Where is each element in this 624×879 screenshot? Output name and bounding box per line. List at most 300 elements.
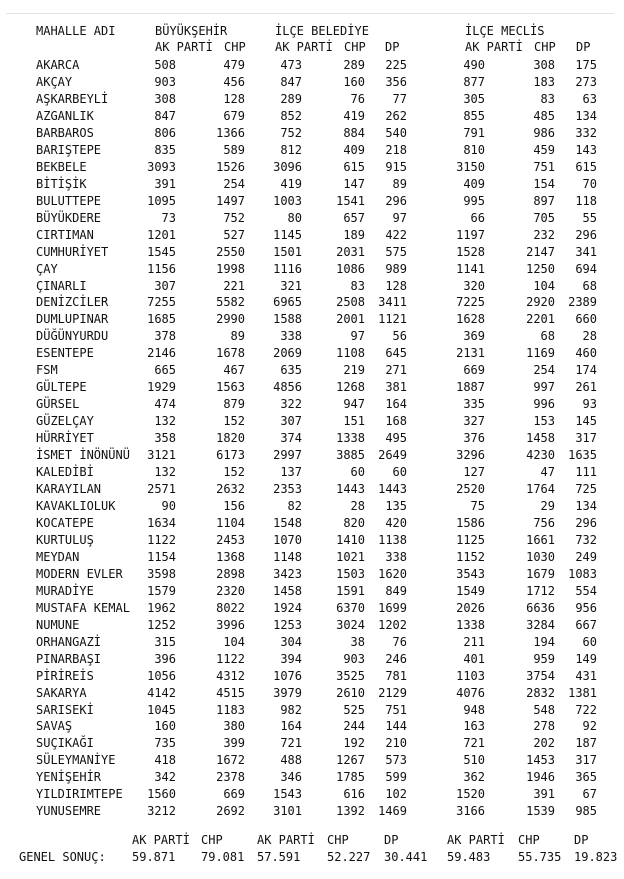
vote-count-i-chp: 2031: [336, 244, 365, 259]
vote-count-b-ak: 735: [154, 736, 176, 751]
table-row: [0, 279, 624, 296]
vote-count-m-chp: 1169: [526, 346, 555, 361]
vote-count-b-ak: 73: [161, 210, 176, 225]
vote-count-i-chp: 1503: [336, 566, 365, 581]
vote-count-m-ak: 1141: [456, 261, 485, 276]
table-row: [0, 211, 624, 228]
vote-count-i-dp: 495: [385, 431, 407, 446]
vote-count-m-ak: 1528: [456, 244, 485, 259]
vote-count-b-chp: 1563: [216, 380, 245, 395]
vote-count-m-dp: 174: [575, 363, 597, 378]
vote-count-i-dp: 1138: [378, 532, 407, 547]
vote-count-i-ak: 721: [280, 736, 302, 751]
vote-count-b-chp: 221: [223, 278, 245, 293]
vote-count-b-ak: 378: [154, 329, 176, 344]
vote-count-i-ak: 847: [280, 75, 302, 89]
vote-count-i-dp: 271: [385, 363, 407, 378]
vote-count-i-chp: 1108: [336, 346, 365, 361]
vote-count-m-ak: 3166: [456, 804, 485, 819]
vote-count-b-ak: 1929: [147, 380, 176, 395]
vote-count-m-dp: 722: [575, 702, 597, 717]
i-chp-header: CHP: [344, 40, 366, 54]
table-row: [0, 92, 624, 109]
vote-count-i-ak: 394: [280, 651, 302, 666]
mahalle-name: SAKARYA: [36, 685, 87, 700]
vote-count-m-dp: 660: [575, 312, 597, 327]
vote-count-b-ak: 2571: [147, 482, 176, 496]
table-row: [0, 550, 624, 567]
table-row: [0, 770, 624, 787]
vote-count-m-chp: 254: [533, 363, 555, 378]
table-row: [0, 75, 624, 92]
vote-count-i-chp: 38: [350, 634, 365, 649]
vote-count-m-chp: 2920: [526, 295, 555, 310]
vote-count-i-ak: 2069: [273, 346, 302, 361]
table-row: [0, 448, 624, 465]
vote-count-b-ak: 160: [154, 719, 176, 734]
vote-count-i-ak: 1003: [273, 193, 302, 208]
vote-count-m-dp: 249: [575, 549, 597, 564]
mahalle-name: SÜLEYMANİYE: [36, 753, 116, 768]
vote-count-m-chp: 29: [540, 499, 555, 513]
vote-count-m-chp: 202: [533, 736, 555, 751]
vote-count-i-chp: 76: [350, 91, 365, 106]
vote-count-b-ak: 1056: [147, 668, 176, 683]
table-row: [0, 177, 624, 194]
vote-count-b-ak: 342: [154, 770, 176, 785]
vote-count-i-dp: 296: [385, 193, 407, 208]
vote-count-i-dp: 1620: [378, 566, 407, 581]
vote-count-m-chp: 104: [533, 278, 555, 293]
vote-count-i-ak: 1548: [273, 515, 302, 530]
vote-count-i-dp: 781: [385, 668, 407, 683]
vote-count-i-ak: 3101: [273, 804, 302, 819]
vote-count-m-ak: 490: [463, 58, 485, 72]
vote-count-i-chp: 1086: [336, 261, 365, 276]
table-row: [0, 635, 624, 652]
vote-count-i-chp: 1268: [336, 380, 365, 395]
vote-count-m-ak: 948: [463, 702, 485, 717]
mahalle-name: MUSTAFA KEMAL: [36, 600, 130, 615]
vote-count-b-chp: 380: [223, 719, 245, 734]
table-row: [0, 295, 624, 312]
table-row: [0, 346, 624, 363]
vote-count-m-dp: 70: [582, 176, 597, 191]
mahalle-name: AKÇAY: [36, 75, 73, 89]
vote-count-m-chp: 308: [533, 58, 555, 72]
mahalle-name: SAVAŞ: [36, 719, 73, 734]
genel-m-ak-header: AK PARTİ: [447, 833, 505, 847]
vote-count-i-chp: 60: [350, 465, 365, 479]
vote-count-m-dp: 615: [575, 159, 597, 174]
vote-count-m-dp: 1381: [568, 685, 597, 700]
vote-count-i-dp: 1121: [378, 312, 407, 327]
vote-count-i-dp: 2129: [378, 685, 407, 700]
vote-count-m-ak: 2131: [456, 346, 485, 361]
mahalle-name: DUMLUPINAR: [36, 312, 109, 327]
genel-sonuc-label: GENEL SONUÇ:: [19, 850, 106, 864]
vote-count-m-chp: 756: [533, 515, 555, 530]
vote-count-b-ak: 132: [154, 465, 176, 479]
vote-count-i-ak: 1076: [273, 668, 302, 683]
buyuksehir-group-title: BÜYÜKŞEHİR: [155, 24, 228, 38]
vote-count-i-chp: 615: [343, 159, 365, 174]
vote-count-i-dp: 164: [385, 397, 407, 412]
vote-count-m-ak: 3543: [456, 566, 485, 581]
vote-count-i-ak: 321: [280, 278, 302, 293]
vote-count-i-dp: 60: [392, 465, 407, 479]
vote-count-b-ak: 3121: [147, 448, 176, 463]
vote-count-i-dp: 246: [385, 651, 407, 666]
vote-count-b-ak: 391: [154, 176, 176, 191]
vote-count-i-chp: 1338: [336, 431, 365, 446]
vote-count-m-ak: 995: [463, 193, 485, 208]
vote-count-m-dp: 985: [575, 804, 597, 819]
vote-count-m-ak: 1338: [456, 617, 485, 632]
vote-count-m-chp: 183: [533, 75, 555, 89]
table-row: [0, 482, 624, 499]
vote-count-m-ak: 1887: [456, 380, 485, 395]
vote-count-b-chp: 104: [223, 634, 245, 649]
vote-count-i-chp: 2610: [336, 685, 365, 700]
vote-count-m-dp: 261: [575, 380, 597, 395]
mahalle-name: YUNUSEMRE: [36, 804, 102, 819]
mahalle-name: BARIŞTEPE: [36, 142, 102, 157]
table-row: [0, 804, 624, 821]
vote-count-i-dp: 225: [385, 58, 407, 72]
vote-count-m-dp: 55: [582, 210, 597, 225]
vote-count-m-ak: 3296: [456, 448, 485, 463]
mahalle-name: KURTULUŞ: [36, 532, 94, 547]
vote-count-m-ak: 335: [463, 397, 485, 412]
mahalle-name: DÜĞÜNYURDU: [36, 329, 109, 344]
table-row: [0, 499, 624, 516]
vote-count-b-chp: 4515: [216, 685, 245, 700]
vote-count-b-ak: 806: [154, 125, 176, 140]
vote-count-i-ak: 304: [280, 634, 302, 649]
vote-count-i-dp: 849: [385, 583, 407, 598]
vote-count-m-chp: 154: [533, 176, 555, 191]
vote-count-m-dp: 956: [575, 600, 597, 615]
vote-count-i-chp: 1591: [336, 583, 365, 598]
vote-count-i-chp: 820: [343, 515, 365, 530]
vote-count-i-ak: 852: [280, 108, 302, 123]
vote-count-m-dp: 296: [575, 227, 597, 242]
genel-b-chp-value: 79.081: [201, 850, 245, 864]
table-row: [0, 414, 624, 431]
vote-count-b-chp: 1183: [216, 702, 245, 717]
vote-count-m-ak: 376: [463, 431, 485, 446]
vote-count-i-dp: 1699: [378, 600, 407, 615]
vote-count-m-chp: 1458: [526, 431, 555, 446]
vote-count-m-dp: 28: [582, 329, 597, 344]
vote-count-i-dp: 3411: [378, 295, 407, 310]
vote-count-b-ak: 307: [154, 278, 176, 293]
vote-count-m-dp: 134: [575, 108, 597, 123]
vote-count-b-ak: 1545: [147, 244, 176, 259]
vote-count-m-chp: 1712: [526, 583, 555, 598]
vote-count-b-ak: 3093: [147, 159, 176, 174]
vote-count-i-chp: 3525: [336, 668, 365, 683]
table-row: [0, 652, 624, 669]
mahalle-name: GÜRSEL: [36, 397, 80, 412]
vote-count-m-chp: 2201: [526, 312, 555, 327]
vote-count-b-ak: 1154: [147, 549, 176, 564]
vote-count-m-dp: 1635: [568, 448, 597, 463]
vote-count-b-chp: 879: [223, 397, 245, 412]
vote-count-m-chp: 153: [533, 414, 555, 429]
vote-count-i-dp: 89: [392, 176, 407, 191]
vote-count-m-dp: 317: [575, 753, 597, 768]
table-row: [0, 363, 624, 380]
vote-count-b-ak: 315: [154, 634, 176, 649]
vote-count-i-dp: 575: [385, 244, 407, 259]
mahalle-name: BEKBELE: [36, 159, 87, 174]
vote-count-b-ak: 474: [154, 397, 176, 412]
i-dp-header: DP: [385, 40, 400, 54]
ilce-belediye-group-title: İLÇE BELEDİYE: [275, 24, 369, 38]
vote-count-i-ak: 289: [280, 91, 302, 106]
table-row: [0, 669, 624, 686]
vote-count-m-ak: 1586: [456, 515, 485, 530]
vote-count-m-ak: 721: [463, 736, 485, 751]
vote-count-i-chp: 28: [350, 499, 365, 513]
mahalle-name: SARISEKİ: [36, 702, 94, 717]
table-row: [0, 533, 624, 550]
vote-count-i-chp: 289: [343, 58, 365, 72]
vote-count-i-dp: 1443: [378, 482, 407, 496]
vote-count-b-ak: 1560: [147, 787, 176, 802]
vote-count-i-dp: 1469: [378, 804, 407, 819]
vote-count-m-ak: 409: [463, 176, 485, 191]
vote-count-m-ak: 1549: [456, 583, 485, 598]
vote-count-i-ak: 82: [287, 499, 302, 513]
vote-count-b-ak: 1156: [147, 261, 176, 276]
vote-count-b-ak: 132: [154, 414, 176, 429]
vote-count-b-ak: 90: [161, 499, 176, 513]
vote-count-i-dp: 76: [392, 634, 407, 649]
vote-count-b-ak: 418: [154, 753, 176, 768]
vote-count-m-chp: 1679: [526, 566, 555, 581]
mahalle-name: BÜYÜKDERE: [36, 210, 102, 225]
mahalle-name: MODERN EVLER: [36, 566, 123, 581]
vote-count-b-chp: 5582: [216, 295, 245, 310]
vote-count-b-ak: 1201: [147, 227, 176, 242]
vote-count-b-ak: 1685: [147, 312, 176, 327]
vote-count-m-dp: 149: [575, 651, 597, 666]
vote-count-i-ak: 4856: [273, 380, 302, 395]
vote-count-i-dp: 97: [392, 210, 407, 225]
vote-count-m-dp: 93: [582, 397, 597, 412]
table-row: [0, 516, 624, 533]
vote-count-b-chp: 1820: [216, 431, 245, 446]
vote-count-b-chp: 527: [223, 227, 245, 242]
vote-count-i-chp: 3885: [336, 448, 365, 463]
vote-count-b-chp: 2320: [216, 583, 245, 598]
vote-count-m-ak: 2520: [456, 482, 485, 496]
vote-count-i-dp: 420: [385, 515, 407, 530]
vote-count-b-ak: 3212: [147, 804, 176, 819]
m-dp-header: DP: [576, 40, 591, 54]
vote-count-i-ak: 3423: [273, 566, 302, 581]
vote-count-i-ak: 338: [280, 329, 302, 344]
mahalle-name: İSMET İNÖNÜNÜ: [36, 448, 130, 463]
vote-count-m-chp: 485: [533, 108, 555, 123]
vote-count-b-ak: 903: [154, 75, 176, 89]
vote-count-m-dp: 694: [575, 261, 597, 276]
table-row: [0, 160, 624, 177]
vote-count-i-dp: 645: [385, 346, 407, 361]
genel-b-chp-header: CHP: [201, 833, 223, 847]
vote-count-m-ak: 163: [463, 719, 485, 734]
vote-count-b-chp: 589: [223, 142, 245, 157]
vote-count-m-dp: 554: [575, 583, 597, 598]
mahalle-name: BARBAROS: [36, 125, 94, 140]
vote-count-i-ak: 322: [280, 397, 302, 412]
vote-count-i-dp: 135: [385, 499, 407, 513]
mahalle-name: NUMUNE: [36, 617, 80, 632]
vote-count-i-ak: 346: [280, 770, 302, 785]
vote-count-i-dp: 573: [385, 753, 407, 768]
vote-count-m-dp: 332: [575, 125, 597, 140]
vote-count-i-chp: 1392: [336, 804, 365, 819]
mahalle-name: AŞKARBEYLİ: [36, 91, 109, 106]
vote-count-b-ak: 3598: [147, 566, 176, 581]
mahalle-name: ÇAY: [36, 261, 58, 276]
mahalle-name: KOCATEPE: [36, 515, 94, 530]
vote-count-i-chp: 151: [343, 414, 365, 429]
vote-count-i-ak: 1070: [273, 532, 302, 547]
vote-count-i-ak: 1253: [273, 617, 302, 632]
vote-count-i-dp: 168: [385, 414, 407, 429]
vote-count-m-dp: 143: [575, 142, 597, 157]
vote-count-i-ak: 2353: [273, 482, 302, 496]
vote-count-i-chp: 657: [343, 210, 365, 225]
genel-m-chp-value: 55.735: [518, 850, 562, 864]
vote-count-i-chp: 409: [343, 142, 365, 157]
vote-count-b-chp: 152: [223, 465, 245, 479]
vote-count-i-ak: 6965: [273, 295, 302, 310]
table-row: [0, 245, 624, 262]
vote-count-b-ak: 2146: [147, 346, 176, 361]
vote-count-m-chp: 278: [533, 719, 555, 734]
vote-count-m-chp: 232: [533, 227, 555, 242]
vote-count-b-chp: 669: [223, 787, 245, 802]
vote-count-m-ak: 4076: [456, 685, 485, 700]
vote-count-b-chp: 1526: [216, 159, 245, 174]
vote-count-i-chp: 160: [343, 75, 365, 89]
vote-count-b-chp: 156: [223, 499, 245, 513]
vote-count-b-ak: 1122: [147, 532, 176, 547]
vote-count-b-chp: 456: [223, 75, 245, 89]
vote-count-m-ak: 369: [463, 329, 485, 344]
vote-count-m-ak: 510: [463, 753, 485, 768]
mahalle-name: AZGANLIK: [36, 108, 94, 123]
vote-count-i-chp: 3024: [336, 617, 365, 632]
vote-count-i-chp: 1785: [336, 770, 365, 785]
vote-count-i-dp: 356: [385, 75, 407, 89]
table-row: [0, 228, 624, 245]
m-ak-header: AK PARTİ: [465, 40, 523, 54]
vote-count-m-dp: 175: [575, 58, 597, 72]
vote-count-b-chp: 128: [223, 91, 245, 106]
vote-count-i-ak: 1145: [273, 227, 302, 242]
vote-count-m-dp: 725: [575, 482, 597, 496]
genel-values-row: [0, 850, 624, 867]
vote-count-i-ak: 982: [280, 702, 302, 717]
vote-count-i-ak: 80: [287, 210, 302, 225]
genel-i-chp-value: 52.227: [327, 850, 371, 864]
vote-count-m-chp: 2147: [526, 244, 555, 259]
vote-count-m-ak: 669: [463, 363, 485, 378]
vote-count-m-chp: 391: [533, 787, 555, 802]
vote-count-b-ak: 4142: [147, 685, 176, 700]
mahalle-name: KALEDİBİ: [36, 465, 94, 479]
mahalle-name: SUÇIKAĞI: [36, 736, 94, 751]
vote-count-b-ak: 1045: [147, 702, 176, 717]
vote-count-b-chp: 2632: [216, 482, 245, 496]
table-row: [0, 431, 624, 448]
genel-m-chp-header: CHP: [518, 833, 540, 847]
vote-count-b-ak: 1252: [147, 617, 176, 632]
table-row: [0, 567, 624, 584]
vote-count-m-ak: 855: [463, 108, 485, 123]
vote-count-b-chp: 3996: [216, 617, 245, 632]
table-row: [0, 109, 624, 126]
mahalle-name: CUMHURİYET: [36, 244, 109, 259]
genel-headers-row: [0, 833, 624, 850]
vote-count-m-chp: 1030: [526, 549, 555, 564]
vote-count-b-ak: 1095: [147, 193, 176, 208]
mahalle-name: BİTİŞİK: [36, 176, 87, 191]
vote-count-i-dp: 102: [385, 787, 407, 802]
vote-count-i-ak: 1588: [273, 312, 302, 327]
header-row-parties: [0, 40, 624, 57]
vote-count-m-ak: 1125: [456, 532, 485, 547]
vote-count-b-chp: 254: [223, 176, 245, 191]
vote-count-b-ak: 665: [154, 363, 176, 378]
vote-count-m-dp: 365: [575, 770, 597, 785]
vote-count-i-ak: 488: [280, 753, 302, 768]
vote-count-m-chp: 1453: [526, 753, 555, 768]
vote-count-i-dp: 262: [385, 108, 407, 123]
vote-count-i-ak: 137: [280, 465, 302, 479]
vote-count-i-chp: 616: [343, 787, 365, 802]
mahalle-name: ORHANGAZİ: [36, 634, 102, 649]
vote-count-m-ak: 327: [463, 414, 485, 429]
mahalle-name: FSM: [36, 363, 58, 378]
table-row: [0, 397, 624, 414]
vote-count-i-dp: 144: [385, 719, 407, 734]
vote-count-m-chp: 3754: [526, 668, 555, 683]
vote-count-m-ak: 127: [463, 465, 485, 479]
vote-count-m-dp: 732: [575, 532, 597, 547]
vote-count-m-dp: 2389: [568, 295, 597, 310]
vote-count-i-dp: 1202: [378, 617, 407, 632]
vote-count-i-chp: 83: [350, 278, 365, 293]
vote-count-m-chp: 68: [540, 329, 555, 344]
table-row: [0, 703, 624, 720]
vote-count-i-chp: 97: [350, 329, 365, 344]
vote-count-i-chp: 947: [343, 397, 365, 412]
vote-count-i-chp: 6370: [336, 600, 365, 615]
vote-count-m-chp: 1539: [526, 804, 555, 819]
vote-count-i-chp: 147: [343, 176, 365, 191]
mahalle-name: PINARBAŞI: [36, 651, 102, 666]
table-row: [0, 143, 624, 160]
table-row: [0, 753, 624, 770]
vote-count-i-chp: 1443: [336, 482, 365, 496]
